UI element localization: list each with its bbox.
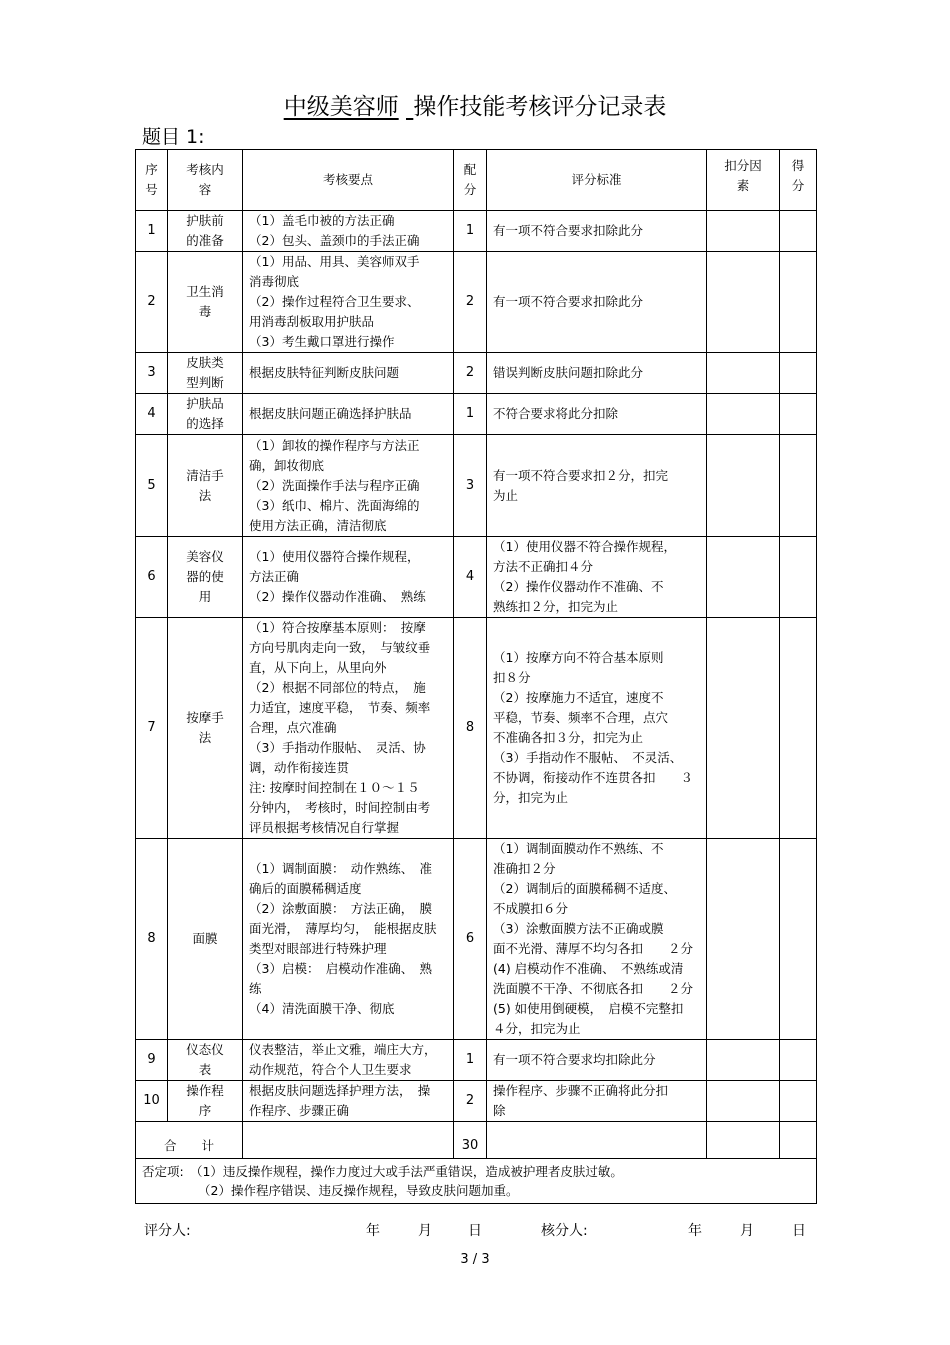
row-standard: 有一项不符合要求扣除此分	[487, 211, 707, 252]
total-score: 30	[454, 1122, 487, 1159]
row-no: 1	[136, 211, 168, 252]
row-points: （1）符合按摩基本原则： 按摩 方向号肌肉走向一致， 与皱纹垂 直，从下向上，从里向外 （2）根据不同部位的特点， 施 力适宜，速度平稳， 节奏、频率 合理，点穴准确 （3）手指动作服帖、 灵活、协 调，动作衔接连贯 注: 按摩时间控制在１０～１５ 分钟内， 考核时，时间控制由考 评员根据考核情况自行掌握	[243, 618, 454, 839]
row-no: 9	[136, 1040, 168, 1081]
row-standard: 不符合要求将此分扣除	[487, 394, 707, 435]
checker-year: 年	[688, 1223, 702, 1239]
grader-year: 年	[366, 1223, 380, 1239]
row-standard: 操作程序、步骤不正确将此分扣 除	[487, 1081, 707, 1122]
table-row	[136, 618, 817, 839]
table-row	[136, 1040, 817, 1081]
checker-day: 日	[792, 1223, 806, 1239]
row-deduct-cell	[707, 1081, 780, 1122]
table-row	[136, 839, 817, 1040]
row-score: 8	[454, 618, 487, 839]
row-points: 根据皮肤特征判断皮肤问题	[243, 353, 454, 394]
header-score: 配 分	[454, 150, 487, 211]
row-score: 6	[454, 839, 487, 1040]
row-got-cell	[780, 1040, 817, 1081]
total-row	[136, 1122, 817, 1159]
header-seq: 序 号	[136, 150, 168, 211]
table-row	[136, 211, 817, 252]
header-got: 得 分	[780, 150, 817, 211]
total-standard-cell	[487, 1122, 707, 1159]
row-content: 卫生消 毒	[168, 252, 243, 353]
page-number: 3 / 3	[460, 1252, 490, 1267]
row-points: （1）卸妆的操作程序与方法正 确，卸妆彻底 （2）洗面操作手法与程序正确 （3）纸巾、棉片、洗面海绵的 使用方法正确，清洁彻底	[243, 435, 454, 537]
row-content: 操作程 序	[168, 1081, 243, 1122]
total-points-cell	[243, 1122, 454, 1159]
row-standard: （1）按摩方向不符合基本原则 扣８分 （2）按摩施力不适宜，速度不 平稳，节奏、频率不合理，点穴 不准确各扣３分，扣完为止 （3）手指动作不服帖、 不灵活、 不协调，衔接动作不连贯各扣 ３ 分，扣完为止	[487, 618, 707, 839]
header-deduct-reason: 扣分因 素	[707, 150, 780, 211]
row-no: 8	[136, 839, 168, 1040]
row-points: （1）用品、用具、美容师双手 消毒彻底 （2）操作过程符合卫生要求、 用消毒刮板取用护肤品 （3）考生戴口罩进行操作	[243, 252, 454, 353]
row-deduct-cell	[707, 1040, 780, 1081]
row-no: 2	[136, 252, 168, 353]
row-points: 根据皮肤问题正确选择护肤品	[243, 394, 454, 435]
negation-line-1: 否定项: （1）违反操作规程，操作力度过大或手法严重错误，造成被护理者皮肤过敏。	[142, 1164, 623, 1179]
row-points: 根据皮肤问题选择护理方法， 操 作程序、步骤正确	[243, 1081, 454, 1122]
row-no: 3	[136, 353, 168, 394]
row-deduct-cell	[707, 252, 780, 353]
page-title	[0, 88, 950, 121]
row-score: 2	[454, 1081, 487, 1122]
grader-day: 日	[468, 1223, 482, 1239]
row-content: 仪态仪 表	[168, 1040, 243, 1081]
row-no: 7	[136, 618, 168, 839]
row-score: 3	[454, 435, 487, 537]
row-standard: 有一项不符合要求扣除此分	[487, 252, 707, 353]
row-got-cell	[780, 435, 817, 537]
row-points: 仪表整洁，举止文雅，端庄大方， 动作规范，符合个人卫生要求	[243, 1040, 454, 1081]
row-content: 面膜	[168, 839, 243, 1040]
table-row	[136, 252, 817, 353]
row-no: 10	[136, 1081, 168, 1122]
row-standard: 有一项不符合要求扣２分，扣完 为止	[487, 435, 707, 537]
row-deduct-cell	[707, 618, 780, 839]
row-score: 2	[454, 252, 487, 353]
header-content: 考核内 容	[168, 150, 243, 211]
row-got-cell	[780, 1081, 817, 1122]
row-score: 1	[454, 211, 487, 252]
row-got-cell	[780, 618, 817, 839]
row-score: 2	[454, 353, 487, 394]
row-deduct-cell	[707, 839, 780, 1040]
negation-row	[136, 1159, 817, 1204]
negation-items	[136, 1159, 817, 1204]
row-content: 护肤品 的选择	[168, 394, 243, 435]
table-row	[136, 435, 817, 537]
checker-month: 月	[740, 1223, 754, 1239]
row-deduct-cell	[707, 394, 780, 435]
row-points: （1）盖毛巾被的方法正确 （2）包头、盖颈巾的手法正确	[243, 211, 454, 252]
row-deduct-cell	[707, 211, 780, 252]
title-rest: 操作技能考核评分记录表	[413, 94, 667, 120]
row-score: 4	[454, 537, 487, 618]
row-points: （1）调制面膜： 动作熟练、 准 确后的面膜稀稠适度 （2）涂敷面膜： 方法正确， 膜 面光滑， 薄厚均匀， 能根据皮肤 类型对眼部进行特殊护理 （3）启模： 启模动作准确、 熟 练 （4）清洗面膜干净、彻底	[243, 839, 454, 1040]
row-content: 清洁手 法	[168, 435, 243, 537]
row-got-cell	[780, 353, 817, 394]
subject-label: 题目 1:	[142, 126, 205, 148]
table-row	[136, 353, 817, 394]
row-no: 4	[136, 394, 168, 435]
row-content: 按摩手 法	[168, 618, 243, 839]
row-standard: （1）调制面膜动作不熟练、不 准确扣２分 （2）调制后的面膜稀稠不适度、 不成膜扣６分 （3）涂敷面膜方法不正确或膜 面不光滑、薄厚不均匀各扣 ２分 (4) 启模动作不准确、 不熟练或清 洗面膜不干净、不彻底各扣 ２分 (5) 如使用倒硬模， 启模不完整扣 ４分，扣完为止	[487, 839, 707, 1040]
negation-line-2: （2）操作程序错误、违反操作规程，导致皮肤问题加重。	[198, 1183, 519, 1198]
header-points: 考核要点	[243, 150, 454, 211]
row-score: 1	[454, 394, 487, 435]
grader-label: 评分人:	[144, 1223, 191, 1239]
row-deduct-cell	[707, 537, 780, 618]
grader-month: 月	[418, 1223, 432, 1239]
row-score: 1	[454, 1040, 487, 1081]
row-deduct-cell	[707, 435, 780, 537]
row-content: 美容仪 器的使 用	[168, 537, 243, 618]
total-got-cell	[780, 1122, 817, 1159]
row-got-cell	[780, 211, 817, 252]
checker-label: 核分人:	[541, 1223, 588, 1239]
header-standard: 评分标准	[487, 150, 707, 211]
title-main: 中级美容师	[283, 94, 399, 120]
row-no: 5	[136, 435, 168, 537]
row-deduct-cell	[707, 353, 780, 394]
row-content: 皮肤类 型判断	[168, 353, 243, 394]
row-got-cell	[780, 394, 817, 435]
row-points: （1）使用仪器符合操作规程， 方法正确 （2）操作仪器动作准确、 熟练	[243, 537, 454, 618]
total-deduct-cell	[707, 1122, 780, 1159]
row-no: 6	[136, 537, 168, 618]
table-row	[136, 1081, 817, 1122]
row-content: 护肤前 的准备	[168, 211, 243, 252]
row-got-cell	[780, 252, 817, 353]
table-row	[136, 537, 817, 618]
score-table	[135, 149, 817, 1204]
header-row	[136, 150, 817, 211]
table-row	[136, 394, 817, 435]
total-label: 合 计	[136, 1122, 243, 1159]
row-got-cell	[780, 839, 817, 1040]
row-standard: （1）使用仪器不符合操作规程， 方法不正确扣４分 （2）操作仪器动作不准确、不 熟练扣２分，扣完为止	[487, 537, 707, 618]
row-standard: 错误判断皮肤问题扣除此分	[487, 353, 707, 394]
row-standard: 有一项不符合要求均扣除此分	[487, 1040, 707, 1081]
row-got-cell	[780, 537, 817, 618]
